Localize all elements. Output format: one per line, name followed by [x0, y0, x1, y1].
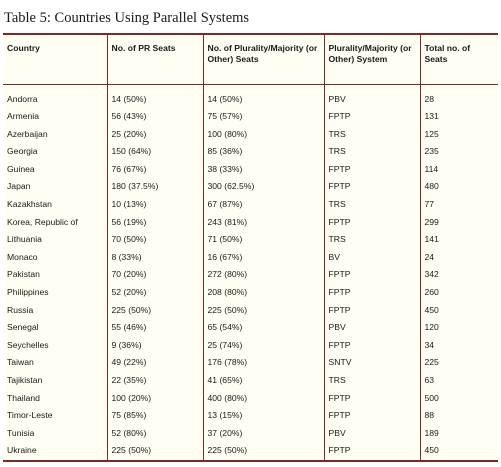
- cell-system: FPTP: [324, 266, 420, 284]
- cell-plurality-seats: 37 (20%): [203, 425, 324, 443]
- cell-plurality-seats: 67 (87%): [203, 196, 324, 214]
- cell-plurality-seats: 225 (50%): [203, 302, 324, 320]
- header-pr-seats: No. of PR Seats: [107, 34, 203, 84]
- table-row: [3, 249, 498, 267]
- table-row: [3, 84, 498, 108]
- cell-system: FPTP: [324, 178, 420, 196]
- cell-plurality-seats: 208 (80%): [203, 284, 324, 302]
- cell-system: PBV: [324, 425, 420, 443]
- cell-plurality-seats: 100 (80%): [203, 126, 324, 144]
- cell-plurality-seats: 38 (33%): [203, 161, 324, 179]
- table-row: [3, 319, 498, 337]
- cell-total-seats: 120: [420, 319, 498, 337]
- cell-total-seats: 225: [420, 354, 498, 372]
- header-country: Country: [3, 34, 107, 84]
- table-row: [3, 337, 498, 355]
- cell-plurality-seats: 400 (80%): [203, 390, 324, 408]
- cell-total-seats: 131: [420, 108, 498, 126]
- cell-system: TRS: [324, 231, 420, 249]
- cell-total-seats: 125: [420, 126, 498, 144]
- cell-pr-seats: 150 (64%): [107, 143, 203, 161]
- header-row: [3, 34, 498, 84]
- cell-total-seats: 450: [420, 442, 498, 461]
- cell-pr-seats: 70 (20%): [107, 266, 203, 284]
- cell-total-seats: 77: [420, 196, 498, 214]
- cell-country: Seychelles: [7, 339, 49, 350]
- table-row: [3, 108, 498, 126]
- cell-country: Ukraine: [3, 442, 107, 461]
- cell-country: Georgia: [7, 146, 38, 157]
- cell-system: TRS: [324, 196, 420, 214]
- table-body: [3, 84, 498, 461]
- cell-country: Monaco: [7, 251, 38, 262]
- cell-pr-seats: 225 (50%): [107, 442, 203, 461]
- cell-plurality-seats: 272 (80%): [203, 266, 324, 284]
- cell-pr-seats: 25 (20%): [107, 126, 203, 144]
- cell-plurality-seats: 243 (81%): [203, 214, 324, 232]
- table-row: [3, 284, 498, 302]
- cell-pr-seats: 75 (85%): [107, 407, 203, 425]
- cell-pr-seats: 10 (13%): [107, 196, 203, 214]
- table-row: [3, 143, 498, 161]
- table-row: [3, 214, 498, 232]
- cell-system: PBV: [324, 319, 420, 337]
- cell-total-seats: 141: [420, 231, 498, 249]
- parallel-systems-table: [3, 33, 498, 462]
- cell-country: Azerbaijan: [7, 128, 48, 139]
- table-row: [3, 231, 498, 249]
- cell-pr-seats: 180 (37.5%): [107, 178, 203, 196]
- header-total-seats: Total no. of Seats: [420, 34, 498, 84]
- cell-total-seats: 500: [420, 390, 498, 408]
- cell-pr-seats: 49 (22%): [107, 354, 203, 372]
- cell-country: Guinea: [7, 163, 35, 174]
- header-plurality-seats: No. of Plurality/Majority (or Other) Seats: [203, 34, 324, 84]
- cell-plurality-seats: 225 (50%): [203, 442, 324, 461]
- header-system: Plurality/Majority (or Other) System: [324, 34, 420, 84]
- cell-total-seats: 235: [420, 143, 498, 161]
- cell-total-seats: 260: [420, 284, 498, 302]
- cell-country: Tajikistan: [7, 375, 43, 385]
- cell-system: FPTP: [324, 161, 420, 179]
- cell-pr-seats: 22 (35%): [107, 372, 203, 390]
- cell-country: Lithuania: [7, 234, 42, 245]
- cell-total-seats: 28: [420, 84, 498, 108]
- cell-pr-seats: 52 (20%): [107, 284, 203, 302]
- cell-plurality-seats: 25 (74%): [203, 337, 324, 355]
- table-row: [3, 407, 498, 425]
- cell-pr-seats: 14 (50%): [107, 84, 203, 108]
- cell-system: PBV: [324, 84, 420, 108]
- cell-total-seats: 342: [420, 266, 498, 284]
- cell-country: Taiwan: [7, 357, 34, 368]
- table-row: [3, 178, 498, 196]
- table-row: [3, 390, 498, 408]
- cell-pr-seats: 9 (36%): [107, 337, 203, 355]
- cell-system: SNTV: [324, 354, 420, 372]
- cell-pr-seats: 56 (19%): [107, 214, 203, 232]
- cell-country: Tunisia: [7, 427, 35, 438]
- cell-country: Thailand: [7, 392, 40, 403]
- cell-country: Kazakhstan: [7, 199, 52, 210]
- table-row: [3, 354, 498, 372]
- cell-system: FPTP: [324, 337, 420, 355]
- cell-total-seats: 114: [420, 161, 498, 179]
- cell-total-seats: 34: [420, 337, 498, 355]
- cell-system: FPTP: [324, 442, 420, 461]
- cell-plurality-seats: 300 (62.5%): [203, 178, 324, 196]
- cell-pr-seats: 100 (20%): [107, 390, 203, 408]
- cell-plurality-seats: 176 (78%): [203, 354, 324, 372]
- cell-plurality-seats: 41 (65%): [203, 372, 324, 390]
- table-row: [3, 266, 498, 284]
- cell-system: TRS: [324, 372, 420, 390]
- cell-pr-seats: 225 (50%): [107, 302, 203, 320]
- table-title: Table 5: Countries Using Parallel Systems: [4, 10, 250, 26]
- cell-country: Korea, Republic of: [7, 216, 78, 227]
- cell-pr-seats: 56 (43%): [107, 108, 203, 126]
- cell-pr-seats: 76 (67%): [107, 161, 203, 179]
- cell-system: FPTP: [324, 108, 420, 126]
- cell-country: Andorra: [7, 93, 38, 104]
- cell-country: Armenia: [7, 111, 39, 122]
- cell-system: BV: [324, 249, 420, 267]
- cell-plurality-seats: 75 (57%): [203, 108, 324, 126]
- table-row: [3, 442, 498, 461]
- table-row: [3, 126, 498, 144]
- cell-country: Japan: [7, 181, 31, 192]
- table-row: [3, 302, 498, 320]
- table-row: [3, 161, 498, 179]
- cell-system: FPTP: [324, 407, 420, 425]
- table-row: [3, 425, 498, 443]
- cell-plurality-seats: 16 (67%): [203, 249, 324, 267]
- cell-total-seats: 450: [420, 302, 498, 320]
- cell-plurality-seats: 13 (15%): [203, 407, 324, 425]
- cell-country: Russia: [7, 304, 34, 315]
- cell-total-seats: 480: [420, 178, 498, 196]
- cell-country: Timor-Leste: [7, 410, 53, 421]
- cell-system: FPTP: [324, 214, 420, 232]
- cell-plurality-seats: 65 (54%): [203, 319, 324, 337]
- cell-pr-seats: 55 (46%): [107, 319, 203, 337]
- cell-country: Pakistan: [7, 269, 40, 280]
- cell-system: FPTP: [324, 390, 420, 408]
- cell-plurality-seats: 71 (50%): [203, 231, 324, 249]
- table-row: [3, 372, 498, 390]
- cell-country: Philippines: [7, 287, 49, 298]
- cell-country: Senegal: [7, 322, 39, 333]
- cell-total-seats: 88: [420, 407, 498, 425]
- cell-plurality-seats: 85 (36%): [203, 143, 324, 161]
- cell-pr-seats: 52 (80%): [107, 425, 203, 443]
- cell-pr-seats: 8 (33%): [107, 249, 203, 267]
- cell-total-seats: 299: [420, 214, 498, 232]
- cell-system: TRS: [324, 143, 420, 161]
- cell-total-seats: 63: [420, 372, 498, 390]
- cell-pr-seats: 70 (50%): [107, 231, 203, 249]
- cell-plurality-seats: 14 (50%): [203, 84, 324, 108]
- cell-system: FPTP: [324, 302, 420, 320]
- table-row: [3, 196, 498, 214]
- cell-system: TRS: [324, 126, 420, 144]
- cell-total-seats: 189: [420, 425, 498, 443]
- cell-system: FPTP: [324, 284, 420, 302]
- cell-total-seats: 24: [420, 249, 498, 267]
